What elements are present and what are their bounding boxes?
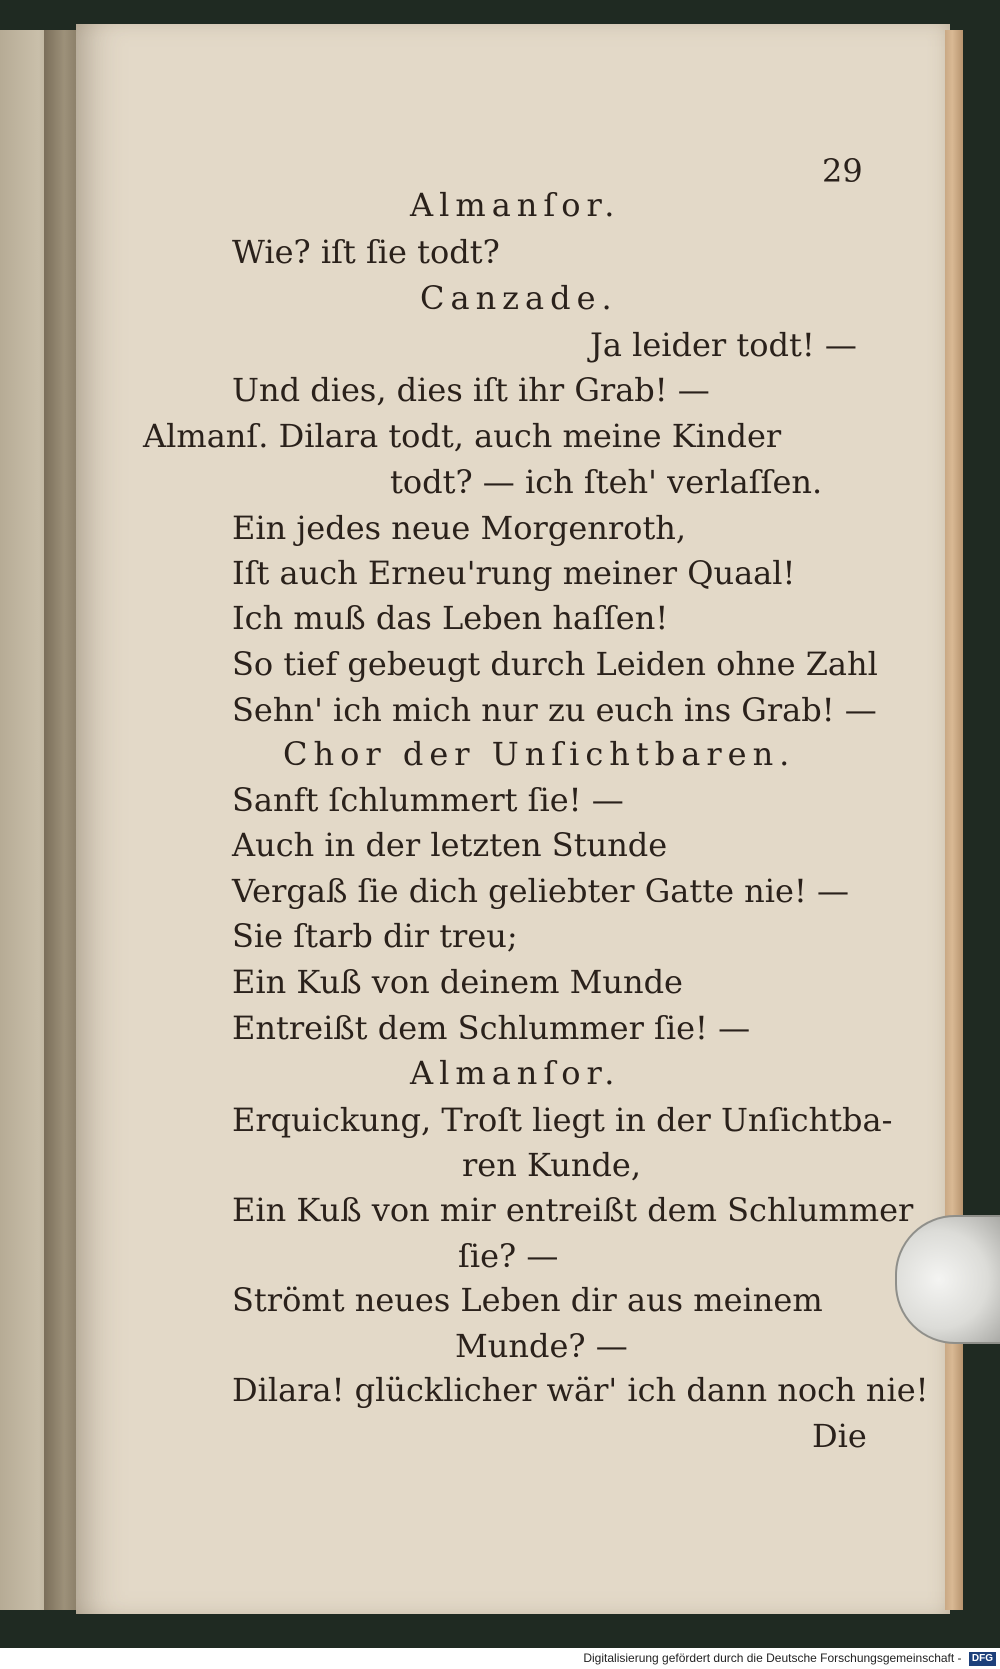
text-line: Erquickung, Troſt liegt in der Unſichtba- <box>232 1101 893 1139</box>
text-line: Sanft ſchlummert ſie! — <box>232 781 624 819</box>
text-line: Ein Kuß von deinem Munde <box>232 963 683 1001</box>
text-line: Wie? iſt ſie todt? <box>232 233 500 271</box>
text-line: Iſt auch Erneu'rung meiner Quaal! <box>232 554 796 592</box>
text-line: Und dies, dies iſt ihr Grab! — <box>232 371 710 409</box>
text-line: Auch in der letzten Stunde <box>232 826 668 864</box>
speaker-heading: Chor der Unſichtbaren. <box>283 735 796 773</box>
speaker-heading: Canzade. <box>420 279 618 317</box>
text-line: Die <box>812 1417 867 1455</box>
text-line: todt? — ich ſteh' verlaſſen. <box>390 463 823 501</box>
text-line: ſie? — <box>458 1237 559 1275</box>
text-line: Almanſ. Dilara todt, auch meine Kinder <box>143 417 782 455</box>
text-line: Sehn' ich mich nur zu euch ins Grab! — <box>232 691 877 729</box>
text-line: Ich muß das Leben haſſen! <box>232 599 669 637</box>
text-line: Strömt neues Leben dir aus meinem <box>232 1281 823 1319</box>
text-line: So tief gebeugt durch Leiden ohne Zahl <box>232 645 878 683</box>
text-line: Entreißt dem Schlummer ſie! — <box>232 1009 751 1047</box>
text-line: Ein jedes neue Morgenroth, <box>232 509 687 547</box>
page-clip <box>895 1215 1000 1344</box>
text-line: Sie ſtarb dir treu; <box>232 917 518 955</box>
text-line: Ein Kuß von mir entreißt dem Schlummer <box>232 1191 914 1229</box>
speaker-heading: Almanſor. <box>410 186 621 224</box>
page-number: 29 <box>822 152 863 190</box>
footer-text: Digitalisierung gefördert durch die Deutsche Forschungsgemeinschaft - <box>583 1651 962 1665</box>
text-line: Ja leider todt! — <box>590 326 857 364</box>
page-edge <box>945 30 963 1610</box>
book-gutter <box>44 30 78 1610</box>
text-line: Dilara! glücklicher wär' ich dann noch nie! <box>232 1371 929 1409</box>
text-line: Munde? — <box>455 1327 628 1365</box>
dfg-logo: DFG <box>969 1652 996 1666</box>
text-line: Vergaß ſie dich geliebter Gatte nie! — <box>232 872 849 910</box>
footer-bar <box>0 1648 1000 1669</box>
text-line: ren Kunde, <box>462 1146 642 1184</box>
speaker-heading: Almanſor. <box>410 1054 621 1092</box>
